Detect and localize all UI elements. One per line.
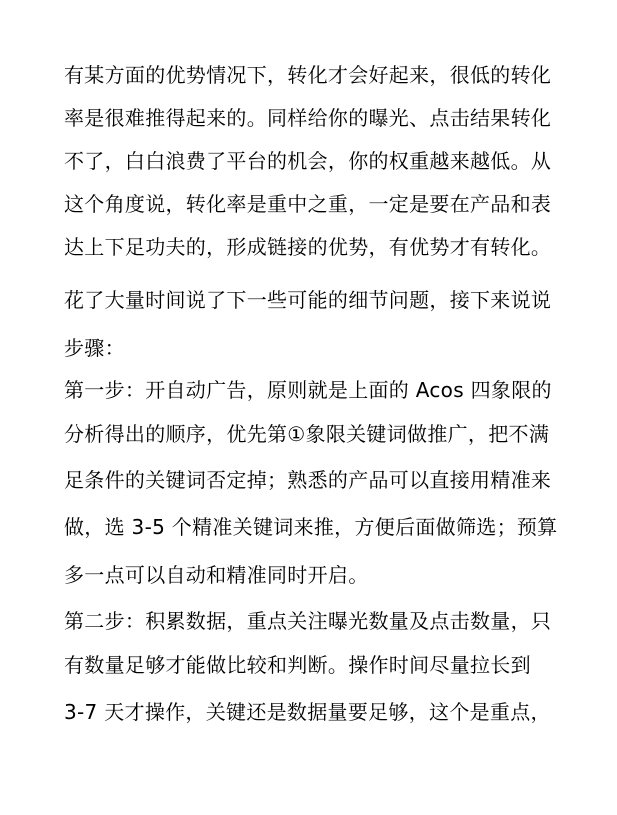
text-line-9: 分析得出的顺序，优先第①象限关键词做推广，把不满 bbox=[64, 422, 550, 446]
text-line-15: 3-7 天才操作，关键还是数据量要足够，这个是重点， bbox=[64, 700, 551, 724]
text-line-14: 有数量足够才能做比较和判断。操作时间尽量拉长到 bbox=[64, 653, 531, 677]
text-line-2: 率是很难推得起来的。同样给你的曝光、点击结果转化 bbox=[64, 106, 552, 130]
text-line-5: 达上下足功夫的，形成链接的优势，有优势才有转化。 bbox=[64, 235, 552, 259]
text-line-1: 有某方面的优势情况下，转化才会好起来，很低的转化 bbox=[64, 63, 552, 87]
text-line-10: 足条件的关键词否定掉；熟悉的产品可以直接用精准来 bbox=[64, 468, 552, 492]
text-line-3: 不了，白白浪费了平台的机会，你的权重越来越低。从 bbox=[64, 149, 552, 173]
text-line-8: 第一步：开自动广告，原则就是上面的 Acos 四象限的 bbox=[64, 378, 552, 402]
text-line-6: 花了大量时间说了下一些可能的细节问题，接下来说说 bbox=[64, 288, 552, 312]
text-line-13: 第二步：积累数据，重点关注曝光数量及点击数量，只 bbox=[64, 609, 552, 633]
text-line-11: 做，选 3-5 个精准关键词来推，方便后面做筛选；预算 bbox=[64, 515, 558, 539]
text-line-7: 步骤： bbox=[64, 336, 125, 360]
text-line-4: 这个角度说，转化率是重中之重，一定是要在产品和表 bbox=[64, 192, 552, 216]
text-line-12: 多一点可以自动和精准同时开启。 bbox=[64, 563, 369, 587]
